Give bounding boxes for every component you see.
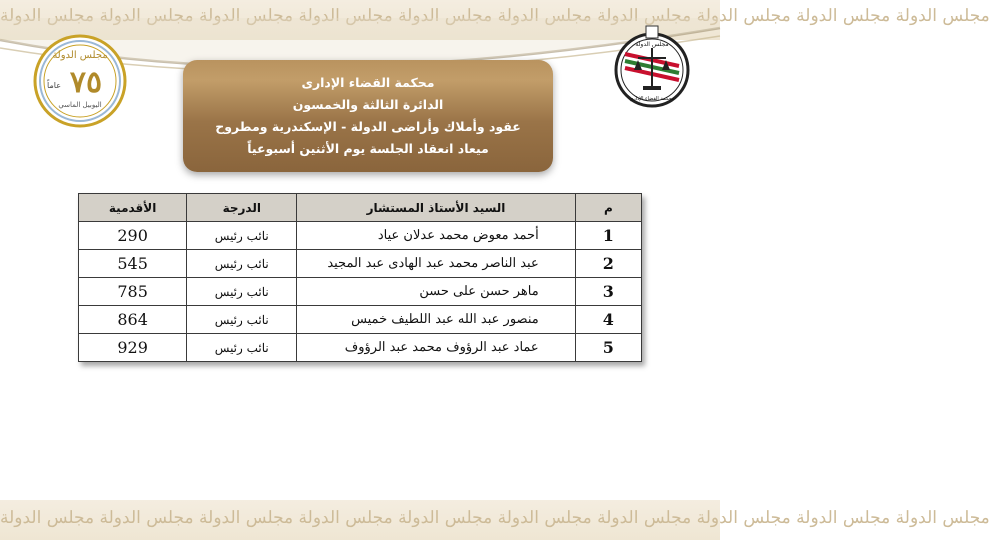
row-seniority: 929: [79, 334, 187, 362]
table-row: [79, 278, 642, 306]
row-rank: نائب رئيس: [187, 278, 297, 306]
row-counselor-name: عماد عبد الرؤوف محمد عبد الرؤوف: [297, 334, 575, 362]
row-rank: نائب رئيس: [187, 222, 297, 250]
judges-table: [78, 193, 642, 362]
row-seniority: 785: [79, 278, 187, 306]
row-number: 1: [575, 222, 641, 250]
header-number: م: [575, 194, 641, 222]
table-row: [79, 250, 642, 278]
jubilee-top-text: مجلس الدولة: [52, 50, 108, 61]
circuit-specialty: عقود وأملاك وأراضى الدولة - الإسكندرية ومطروح: [215, 119, 521, 134]
table-row: [79, 306, 642, 334]
circuit-name: الدائرة الثالثة والخمسون: [292, 97, 444, 112]
row-counselor-name: منصور عبد الله عبد اللطيف خميس: [297, 306, 575, 334]
jubilee-number: ٧٥: [69, 65, 103, 100]
row-number: 2: [575, 250, 641, 278]
table-header-row: [79, 194, 642, 222]
header-counselor-name: السيد الأستاذ المستشار: [297, 194, 575, 222]
emblem-bottom-text: محكمة القضاء الإداري: [629, 96, 675, 102]
circuit-title-box: [183, 60, 553, 172]
row-rank: نائب رئيس: [187, 306, 297, 334]
jubilee-bottom-text: اليوبيل الماسي: [58, 101, 102, 109]
row-counselor-name: ماهر حسن على حسن: [297, 278, 575, 306]
row-rank: نائب رئيس: [187, 334, 297, 362]
row-counselor-name: أحمد معوض محمد عدلان عياد: [297, 222, 575, 250]
emblem-top-text: مجلس الدولة: [635, 41, 669, 48]
row-counselor-name: عبد الناصر محمد عبد الهادى عبد المجيد: [297, 250, 575, 278]
header-seniority: الأقدمية: [79, 194, 187, 222]
administrative-court-emblem-icon: [612, 24, 692, 114]
table-row: [79, 222, 642, 250]
row-number: 5: [575, 334, 641, 362]
bottom-pattern-band: [0, 500, 990, 540]
row-number: 3: [575, 278, 641, 306]
row-seniority: 545: [79, 250, 187, 278]
top-pattern-text: مجلس الدولة مجلس الدولة مجلس الدولة مجلس الدولة مجلس الدولة مجلس الدولة مجلس الدولة مجلس الدولة مجلس الدولة مجلس الدولة: [0, 6, 990, 26]
row-seniority: 864: [79, 306, 187, 334]
header-rank: الدرجة: [187, 194, 297, 222]
session-schedule: ميعاد انعقاد الجلسة يوم الأثنين أسبوعياً: [247, 141, 489, 156]
jubilee-badge-icon: [32, 34, 128, 128]
row-rank: نائب رئيس: [187, 250, 297, 278]
row-seniority: 290: [79, 222, 187, 250]
court-name: محكمة القضاء الإدارى: [301, 75, 435, 90]
table-row: [79, 334, 642, 362]
jubilee-unit: عاماً: [47, 81, 61, 90]
bottom-pattern-text: مجلس الدولة مجلس الدولة مجلس الدولة مجلس الدولة مجلس الدولة مجلس الدولة مجلس الدولة مجلس الدولة مجلس الدولة مجلس الدولة: [0, 508, 990, 528]
row-number: 4: [575, 306, 641, 334]
